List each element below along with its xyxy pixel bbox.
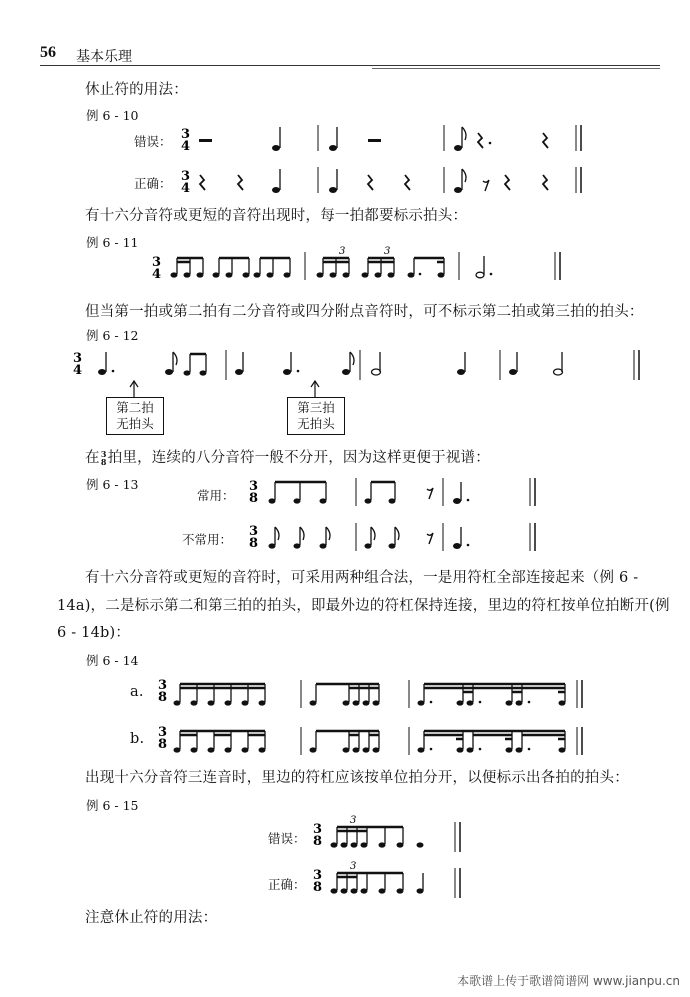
label-right: 正确： (134, 176, 172, 191)
inline-time-sig: 3 8 (100, 449, 107, 467)
label-wrong: 错误： (134, 134, 172, 149)
time-sig-bottom: 4 (181, 181, 191, 196)
label-uncommon: 不常用： (182, 532, 233, 547)
time-sig-top: 3 (158, 725, 168, 740)
time-sig-bottom: 4 (181, 139, 191, 154)
label-wrong-6-15: 错误： (268, 831, 306, 846)
paragraph-grouping-line2: 14a)，二是标示第二和第三拍的拍头，即最外边的符杠保持连接，里边的符杠按单位拍断开(例 (57, 598, 670, 614)
time-sig-top: 3 (313, 822, 323, 837)
example-label-6-14: 例 6 - 14 (86, 653, 139, 668)
paragraph-grouping-line1: 有十六分音符或更短的音符时，可采用两种组合法，一是用符杠全部连接起来（例 6 - (85, 570, 639, 586)
label-common: 常用： (197, 488, 235, 503)
time-sig-bottom: 4 (73, 363, 83, 378)
note-box-beat2-line1: 第二拍 (116, 400, 154, 415)
time-sig-top: 3 (152, 255, 162, 270)
time-sig-bottom: 8 (313, 880, 323, 895)
time-sig-top: 3 (249, 524, 259, 539)
example-label-6-11: 例 6 - 11 (86, 235, 139, 250)
tuplet-number: 3 (350, 861, 357, 872)
time-sig-bottom: 4 (152, 267, 162, 282)
time-sig-top: 3 (181, 127, 191, 142)
book-title: 基本乐理 (76, 49, 132, 65)
page-number: 56 (40, 44, 56, 61)
time-sig-bottom: 8 (313, 834, 323, 849)
triplet-sixteenths-right (337, 873, 403, 890)
example-label-6-12: 例 6 - 12 (86, 328, 139, 343)
time-sig-top: 3 (73, 351, 83, 366)
time-sig-bottom: 8 (249, 491, 259, 506)
time-sig-top: 3 (181, 169, 191, 184)
note-box-beat3-line2: 无拍头 (297, 416, 335, 431)
paragraph-rest-usage-note: 注意休止符的用法： (85, 910, 218, 926)
p4-suffix: 拍里，连续的八分音符一般不分开，因为这样更便于视谱： (107, 450, 490, 466)
time-sig-bottom: 8 (158, 690, 168, 705)
paragraph-sixteenth-beat-heads: 有十六分音符或更短的音符出现时，每一拍都要标示拍头： (85, 208, 468, 224)
paragraph-sixteenth-triplets: 出现十六分音符三连音时，里边的符杠应该按单位拍分开，以便标示出各拍的拍头： (85, 770, 629, 786)
tuplet-number: 3 (350, 815, 357, 826)
time-sig-top: 3 (313, 868, 323, 883)
note-box-beat3-line1: 第三拍 (297, 400, 335, 415)
p4-prefix: 在 (85, 450, 100, 466)
paragraph-rest-usage: 休止符的用法： (85, 82, 188, 98)
example-label-6-10: 例 6 - 10 (86, 108, 139, 123)
note-box-beat2-line2: 无拍头 (116, 416, 154, 431)
triplet-sixteenths-wrong (337, 827, 403, 844)
example-label-6-15: 例 6 - 15 (86, 798, 139, 813)
label-b: b. (130, 731, 145, 747)
tuplet-number: 3 (339, 246, 346, 257)
time-sig-bottom: 8 (249, 536, 259, 551)
eighth-note-head (417, 842, 424, 847)
label-a: a. (130, 684, 144, 700)
time-sig-top: 3 (158, 678, 168, 693)
time-sig-top: 3 (249, 479, 259, 494)
label-right-6-15: 正确： (268, 877, 306, 892)
time-sig-bottom: 8 (158, 737, 168, 752)
watermark: 本歌谱上传于歌谱简谱网 www.jianpu.cn (457, 974, 680, 988)
tuplet-number: 3 (384, 246, 391, 257)
paragraph-half-note-rule: 但当第一拍或第二拍有二分音符或四分附点音符时，可不标示第二拍或第三拍的拍头： (85, 304, 644, 320)
paragraph-grouping-line3: 6 - 14b)： (57, 625, 131, 641)
example-label-6-13: 例 6 - 13 (86, 477, 139, 492)
